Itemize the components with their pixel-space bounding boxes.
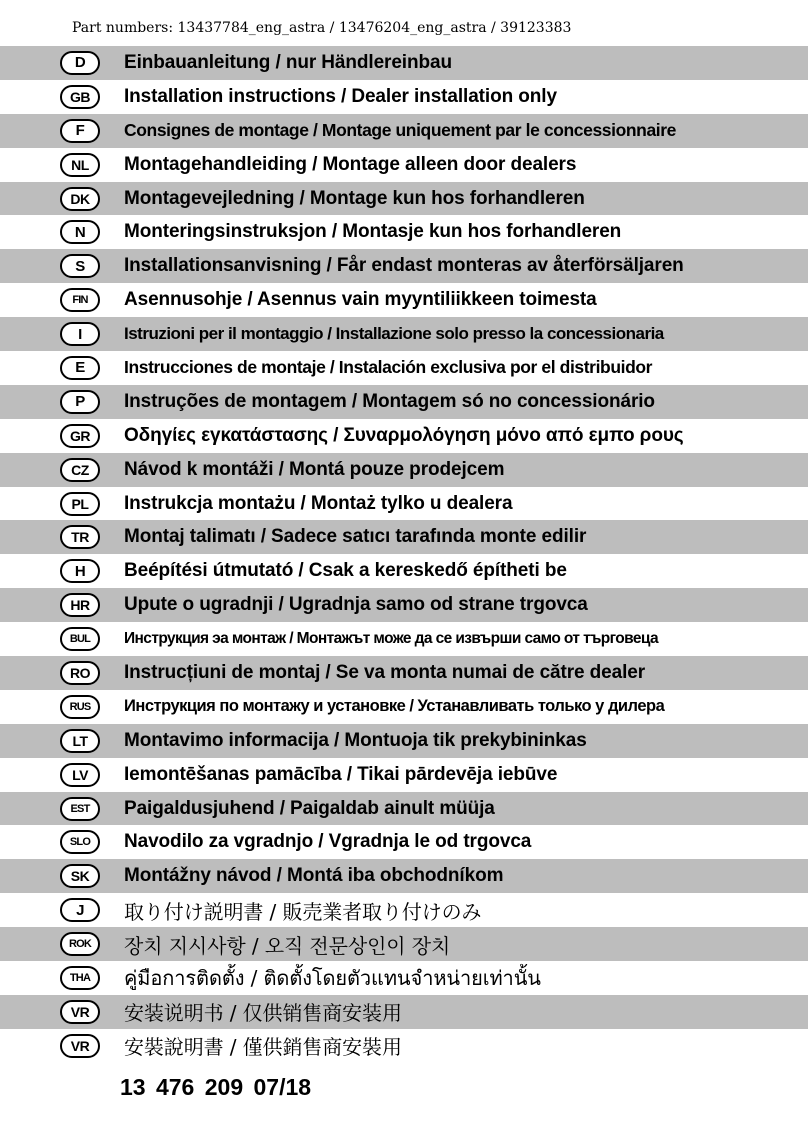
- language-code-badge: VR: [60, 1000, 100, 1024]
- language-row-text: คู่มือการติดตั้ง / ติดตั้งโดยตัวแทนจำหน่ายเท่านั้น: [124, 965, 541, 990]
- language-code-badge: CZ: [60, 458, 100, 482]
- language-code-badge: TR: [60, 525, 100, 549]
- language-row-text: Installationsanvisning / Får endast monteras av återförsäljaren: [124, 255, 684, 277]
- language-row-text: Einbauanleitung / nur Händlereinbau: [124, 51, 452, 73]
- language-code-badge: VR: [60, 1034, 100, 1058]
- language-code-badge: RO: [60, 661, 100, 685]
- language-row-ro: [0, 656, 808, 690]
- language-row-lt: [0, 724, 808, 758]
- language-code-badge: P: [60, 390, 100, 414]
- language-row-text: Инструкция по монтажу и установке / Устанавливать только у дилера: [124, 697, 665, 716]
- language-row-text: Consignes de montage / Montage uniquement par le concessionnaire: [124, 120, 677, 141]
- language-row-n: [0, 215, 808, 249]
- language-row-tr: [0, 520, 808, 554]
- language-row-text: 安裝說明書 / 僅供銷售商安裝用: [124, 1035, 402, 1060]
- language-row-p: [0, 385, 808, 419]
- language-row-text: Instrukcja montażu / Montaż tylko u dealera: [124, 492, 513, 514]
- language-code-badge: PL: [60, 492, 100, 516]
- language-row-tha: [0, 961, 808, 995]
- language-row-rus: [0, 690, 808, 724]
- language-row-cz: [0, 453, 808, 487]
- language-row-gb: [0, 80, 808, 114]
- language-row-text: Monteringsinstruksjon / Montasje kun hos forhandleren: [124, 221, 622, 243]
- language-row-slo: [0, 825, 808, 859]
- language-row-text: Instrucțiuni de montaj / Se va monta numai de către dealer: [124, 661, 646, 683]
- language-row-text: Instrucciones de montaje / Instalación exclusiva por el distribuidor: [124, 357, 653, 378]
- part-numbers: Part numbers: 13437784_eng_astra / 13476204_eng_astra / 39123383: [72, 20, 572, 36]
- language-row-bul: [0, 622, 808, 656]
- language-row-text: Montážny návod / Montá iba obchodníkom: [124, 865, 504, 887]
- language-row-text: Iemontēšanas pamācība / Tikai pārdevēja iebūve: [124, 763, 558, 785]
- language-row-sk: [0, 859, 808, 893]
- language-row-text: Οδηγίες εγκατάστασης / Συναρμολόγηση μόνο από εμπο ρους: [124, 424, 684, 446]
- language-row-text: Instruções de montagem / Montagem só no concessionário: [124, 390, 655, 412]
- language-code-badge: E: [60, 356, 100, 380]
- language-row-text: Istruzioni per il montaggio / Installazione solo presso la concessionaria: [124, 324, 664, 344]
- language-code-badge: FIN: [60, 288, 100, 312]
- language-row-f: [0, 114, 808, 148]
- language-code-badge: SLO: [60, 830, 100, 854]
- language-row-text: Asennusohje / Asennus vain myyntiliikkeen toimesta: [124, 289, 597, 311]
- language-row-nl: [0, 148, 808, 182]
- language-row-j: [0, 893, 808, 927]
- language-row-text: Paigaldusjuhend / Paigaldab ainult müüja: [124, 797, 495, 819]
- language-row-vr-simplified: [0, 995, 808, 1029]
- language-code-badge: SK: [60, 864, 100, 888]
- language-code-badge: GB: [60, 85, 100, 109]
- language-row-text: 取り付け説明書 / 販売業者取り付けのみ: [124, 899, 482, 924]
- language-code-badge: D: [60, 51, 100, 75]
- language-row-e: [0, 351, 808, 385]
- language-row-hr: [0, 588, 808, 622]
- language-code-badge: THA: [60, 966, 100, 990]
- language-code-badge: LT: [60, 729, 100, 753]
- language-code-badge: J: [60, 898, 100, 922]
- language-row-h: [0, 554, 808, 588]
- language-row-text: Montavimo informacija / Montuoja tik prekybininkas: [124, 729, 587, 751]
- language-row-d: [0, 46, 808, 80]
- language-code-badge: F: [60, 119, 100, 143]
- language-row-lv: [0, 758, 808, 792]
- language-code-badge: N: [60, 220, 100, 244]
- language-row-text: Инструкция эа монтаж / Монтажът може да се извърши само от търговеца: [124, 630, 659, 648]
- language-row-text: Montaj talimatı / Sadece satıcı tarafında monte edilir: [124, 526, 587, 548]
- language-row-est: [0, 792, 808, 826]
- language-row-text: 장치 지시사항 / 오직 전문상인이 장치: [124, 933, 451, 958]
- language-code-badge: HR: [60, 593, 100, 617]
- language-code-badge: NL: [60, 153, 100, 177]
- language-code-badge: GR: [60, 424, 100, 448]
- language-code-badge: DK: [60, 187, 100, 211]
- language-row-dk: [0, 182, 808, 216]
- language-row-text: Beépítési útmutató / Csak a kereskedő építheti be: [124, 560, 567, 582]
- language-row-rok: [0, 927, 808, 961]
- language-row-text: Montagehandleiding / Montage alleen door dealers: [124, 153, 577, 175]
- language-row-vr-traditional: [0, 1029, 808, 1063]
- language-row-pl: [0, 487, 808, 521]
- language-code-badge: RUS: [60, 695, 100, 719]
- language-row-s: [0, 249, 808, 283]
- language-row-text: Installation instructions / Dealer installation only: [124, 85, 557, 107]
- language-row-text: Navodilo za vgradnjo / Vgradnja le od trgovca: [124, 831, 532, 853]
- language-row-i: [0, 317, 808, 351]
- language-code-badge: EST: [60, 797, 100, 821]
- language-code-badge: I: [60, 322, 100, 346]
- language-row-text: Upute o ugradnji / Ugradnja samo od strane trgovca: [124, 594, 588, 616]
- language-row-text: Montagevejledning / Montage kun hos forhandleren: [124, 187, 585, 209]
- language-code-badge: LV: [60, 763, 100, 787]
- language-row-gr: [0, 419, 808, 453]
- language-row-text: 安装说明书 / 仅供销售商安装用: [124, 1001, 402, 1026]
- language-row-text: Návod k montáži / Montá pouze prodejcem: [124, 458, 505, 480]
- language-list: [0, 46, 808, 1063]
- document-number: 13 476 209 07/18: [120, 1074, 312, 1100]
- language-code-badge: BUL: [60, 627, 100, 651]
- language-code-badge: S: [60, 254, 100, 278]
- language-row-fin: [0, 283, 808, 317]
- language-code-badge: ROK: [60, 932, 100, 956]
- language-code-badge: H: [60, 559, 100, 583]
